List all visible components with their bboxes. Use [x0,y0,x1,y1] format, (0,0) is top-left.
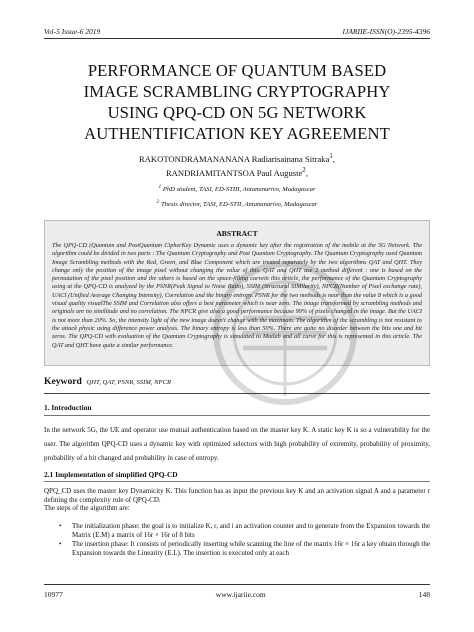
introduction-paragraph: In the network 5G, the UE and operator use mutual authentication based on the master key K. A static key K is so a vulnerability for the user. The algorithm QPQ-CD uses a dynamic key with optimized selectors with high probability of extremity, probability of proximity, probability of a bit changed and probability in case of entropy. [44,426,430,463]
keywords-rule [44,393,430,394]
page-footer [44,590,430,599]
author-list [40,151,434,180]
keywords [44,376,430,387]
footer-website: www.ijariie.com [215,590,266,599]
running-header [44,27,430,36]
footer-rule [44,584,430,585]
affiliation-1: $^1$ PhD student, TASI, ED-STIII, Antananarivo, Madagascar [158,184,316,194]
author-1: RAKOTONDRAMANANANA Radiarisainana Sitraka$^1$, [138,152,336,164]
header-issn: IJARIIE-ISSN(O)-2395-4396 [342,27,430,36]
implementation-text: QPQ_CD uses the master key Dynamicity K. This function has as input the previous key K and an activation signal A and a parameter r defining the complexity rule of QPQ-CD. [44,487,430,504]
header-rule [44,38,430,39]
paper-title [40,60,434,144]
abstract-heading: ABSTRACT [216,229,258,238]
header-volume: Vol-5 Issue-6 2019 [44,27,101,36]
footer-paper-id: 10977 [44,590,63,599]
section-rule [44,415,430,416]
title-line: PERFORMANCE OF QUANTUM BASED [87,61,387,80]
title-line: USING QPQ-CD ON 5G NETWORK [107,103,367,122]
title-line: AUTHENTIFICATION KEY AGREEMENT [84,124,390,143]
author-2: RANDRIAMITANTSOA Paul Auguste$^2$, [165,166,309,179]
section-rule [44,481,430,482]
keywords-label: Keyword [44,376,82,387]
implementation-paragraph [44,487,430,513]
steps-intro: The steps of the algorithm are: [44,504,130,513]
footer-page-number: 148 [418,590,430,599]
list-item: • The insertion phase: It consists of periodically inserting while scanning the line of the matrix 16r × 16r a key obtain through the Expansion towards the Linearity (E.L). The insertion is executed only at each [62,540,430,557]
affiliations [40,181,434,211]
title-line: IMAGE SCRAMBLING CRYPTOGRAPHY [83,82,391,101]
section-heading-implementation: 2.1 Implementation of simplified QPQ-CD [44,470,178,479]
steps-list [62,522,430,558]
abstract-text: The QPQ-CD (Quantum and PostQuantum CipherKey Dynamic uses a dynamic key after the registration of the mobile at the 5G Network. The algorithm could be divided in two parts : The Quantum Cryptography and Post Quantum Cryptography. The Quantum Cryptography used Quantum Image Scrambling methods with the Red, Green, and Blue Component which are treated separately by the two algorithms QAT and QHT. They change only the position of the image pixel without changing the value of this. QAT and QHT use 2 method different : one is based on the permutation of the pixel position and the others is based on the space-filling curvein this article, the performance of the Quantum Cryptography using at the QPQ-CD is analyzed by the PSNR(Peak Signal to Noise Ratio), SSIM (Structural SIMilarity), NPCR(Number of Pixel exchange rate), UACI (Unified Average Changing Intensity), Correlation and the binary entropy. PSNR for the two methods is near than the value 8 which is a good visual quality visualThe SSIM and Correlation also offers a best parameter which is near zero. The image transformed by scrambling methods and originals are no similitude and no correlation. The NPCR give also a good performance because 99% of pixels changed in the image. But the UACI is not more than 20%. So, the intensity light of the new image doesn't change with the maximum. The algorithm of the scrambling is not resistant to the attack physic using difference power analysis. The binary entropy is less than 50%. There are quite no disorder between the bits one and bit zeros. The QPQ-CD with evaluation of the Quantum Cryptography is simulated to Matlab and all curve for this is represented in this article. The QAT and QHT have quite a similar performance. [52,242,422,349]
list-item: • The initialization phase: the goal is to initialize K, r, and i an activation counter and to generate from the Expansion towards the Matrix (E.M) a matrix of 16r × 16r of 8 bits [62,522,430,539]
section-heading-introduction: 1. Introduction [44,403,92,412]
affiliation-2: $^2$ Thesis director, TASI, ED-STII, Antananarivo, Madagascar [156,199,318,209]
keywords-list: QHT, QAT, PSNR, SSIM, NPCR [86,379,171,386]
